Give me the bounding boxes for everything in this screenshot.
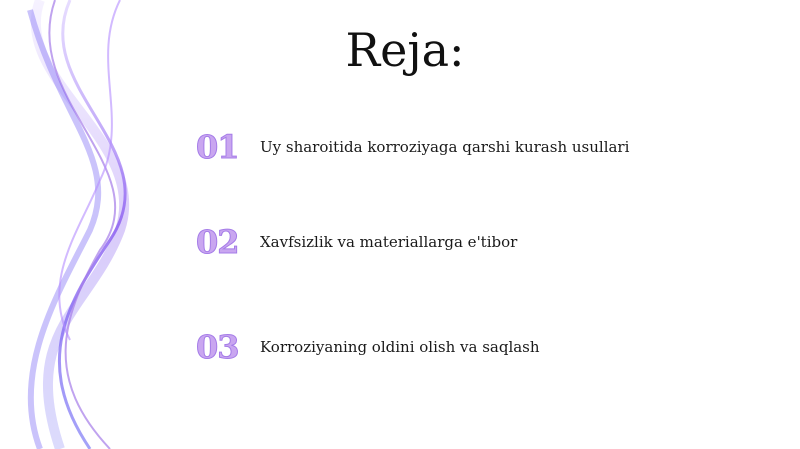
list-item bbox=[196, 325, 540, 369]
list-item bbox=[196, 125, 629, 169]
item-text: Xavfsizlik va materiallarga e'tibor bbox=[260, 233, 518, 251]
item-number: 03 bbox=[196, 328, 239, 366]
list-item bbox=[196, 220, 517, 264]
item-text: Korroziyaning oldini olish va saqlash bbox=[260, 338, 540, 356]
item-text: Uy sharoitida korroziyaga qarshi kurash usullari bbox=[260, 138, 630, 156]
decorative-ribbon bbox=[0, 0, 200, 449]
item-number: 01 bbox=[196, 128, 239, 166]
item-number: 02 bbox=[196, 223, 239, 261]
page-title: Reja: bbox=[345, 23, 465, 77]
